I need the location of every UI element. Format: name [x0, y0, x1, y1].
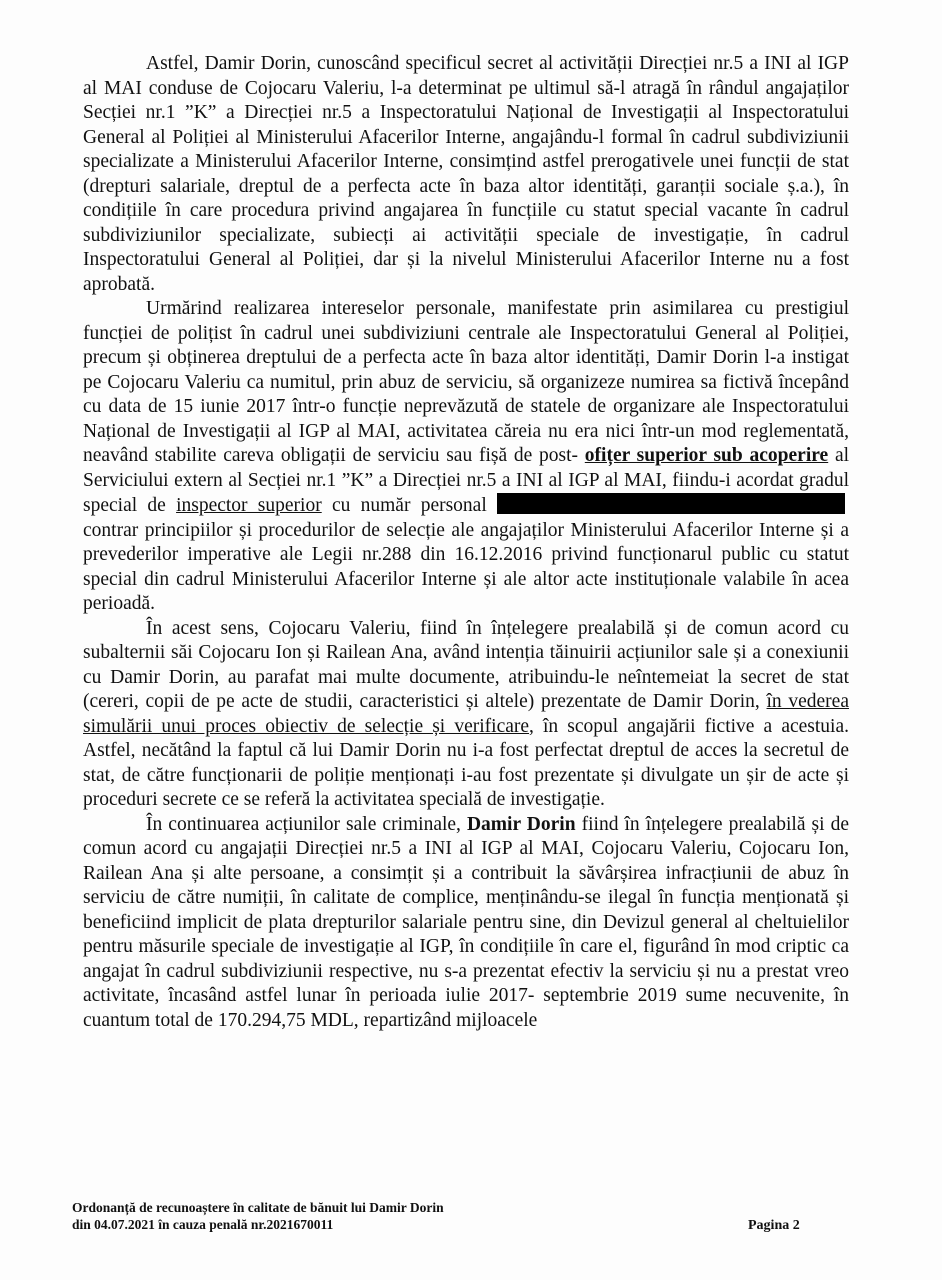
paragraph-4-text-c: fiind în înțelegere prealabilă și de comun acord cu angajații Direcției nr.5 a INI al IGP al MAI, Cojocaru Valeriu, Cojocaru Ion, Railean Ana și alte persoane, a consimțit și a contribuit la săvârșirea infracțiunii de abuz în serviciu de către numiții, în calitate de complice, menținându-se ilegal în funcția menționată și beneficiind implicit de plata drepturilor salariale pentru sine, din Devizul general al cheltuielilor pentru măsurile speciale de investigație al IGP, în condițiile în care el, figurând în mod criptic ca angajat în cadrul subdiviziunii respective, nu s-a prezentat efectiv la serviciu și nu a prestat vreo activitate, încasând astfel lunar în perioada iulie 2017- septembrie 2019 sume necuvenite, în cuantum total de 170.294,75 MDL, repartizând mijloacele	[83, 813, 849, 1031]
paragraph-3-text-a: În acest sens, Cojocaru Valeriu, fiind în înțelegere prealabilă și de comun acord cu subalternii săi Cojocaru Ion și Railean Ana, având intenția tăinuirii acțiunilor sale și a conexiunii cu Damir Dorin, au parafat mai multe documente, atribuindu-le neîntemeiat la secret de stat (cereri, copii de pe acte de studii, caracteristici și altele) prezentate de Damir Dorin,	[83, 617, 849, 712]
footer-line-1: Ordonanță de recunoaștere în calitate de bănuit lui Damir Dorin	[72, 1200, 444, 1215]
paragraph-2-text-a: Urmărind realizarea intereselor personale, manifestate prin asimilarea cu prestigiul funcției de polițist în cadrul unei subdiviziuni centrale ale Inspectoratului General al Poliției, precum și obținerea dreptului de a perfecta acte în baza altor identități, Damir Dorin l-a instigat pe Cojocaru Valeriu ca numitul, prin abuz de serviciu, să organizeze numirea sa fictivă începând cu data de 15 iunie 2017 într-o funcție neprevăzută de statele de organizare ale Inspectoratului Național de Investigații al IGP al MAI, activitatea căreia nu era nici într-un mod reglementată, neavând stabilite careva obligații de serviciu sau fișă de post-	[83, 298, 849, 466]
position-title-underlined: ofițer superior sub acoperire	[584, 445, 829, 466]
suspect-name-bold: Damir Dorin	[466, 813, 576, 835]
redaction-bar	[497, 493, 845, 514]
selection-phrase-underlined: în vederea simulării unui proces obiectiv de selecție și verificare	[83, 691, 849, 737]
paragraph-2	[83, 297, 849, 617]
paragraph-4-text-a: În continuarea acțiunilor sale criminale,	[146, 813, 461, 835]
document-body	[83, 52, 849, 1033]
paragraph-4	[83, 813, 849, 1034]
rank-underlined: inspector superior	[176, 495, 322, 516]
paragraph-3	[83, 617, 849, 813]
paragraph-2-text-c: al Serviciului extern al Secției nr.1 ”K” a Direcției nr.5 a INI al IGP al MAI, fiindu-i acordat gradul special de	[83, 445, 850, 516]
paragraph-1-text: Astfel, Damir Dorin, cunoscând specificul secret al activității Direcției nr.5 a INI al IGP al MAI conduse de Cojocaru Valeriu, l-a determinat pe ultimul să-l atragă în rândul angajaților Secției nr.1 ”K” a Direcției nr.5 a Inspectoratului Național de Investigații al Inspectoratului General al Poliției al Ministerului Afacerilor Interne, angajându-l formal în cadrul subdiviziunii specializate a Ministerului Afacerilor Interne, consimțind astfel prerogativele unei funcții de stat (drepturi salariale, dreptul de a perfecta acte în baza altor identități, garanții sociale ș.a.), în condițiile în care procedura privind angajarea în funcțiile cu statut special vacante în cadrul subdiviziunilor specializate, subiecți ai activității speciale de investigație, în cadrul Inspectoratului General al Poliției, dar și la nivelul Ministerului Afacerilor Interne nu a fost aprobată.	[83, 53, 849, 295]
footer-line-2: din 04.07.2021 în cauza penală nr.2021670011	[72, 1217, 334, 1232]
paragraph-3-text-c: , în scopul angajării fictive a acestuia. Astfel, necătând la faptul că lui Damir Dorin nu i-a fost perfectat dreptul de acces la secretul de stat, de către funcționarii de poliție menționați i-au fost prezentate și divulgate un șir de acte și proceduri secrete ce se referă la activitatea specială de investigație.	[83, 715, 849, 810]
page-number: Pagina 2	[748, 1218, 800, 1233]
paragraph-1	[83, 52, 849, 297]
paragraph-2-text-f: contrar principiilor și procedurilor de selecție ale angajaților Ministerului Afacerilor Interne și a prevederilor imperative ale Legii nr.288 din 16.12.2016 privind funcționarul public cu statut special din cadrul Ministerului Afacerilor Interne și ale altor acte instituționale valabile în acea perioadă.	[83, 519, 849, 614]
document-footer	[72, 1199, 444, 1233]
paragraph-2-text-e: cu număr personal	[331, 495, 487, 516]
